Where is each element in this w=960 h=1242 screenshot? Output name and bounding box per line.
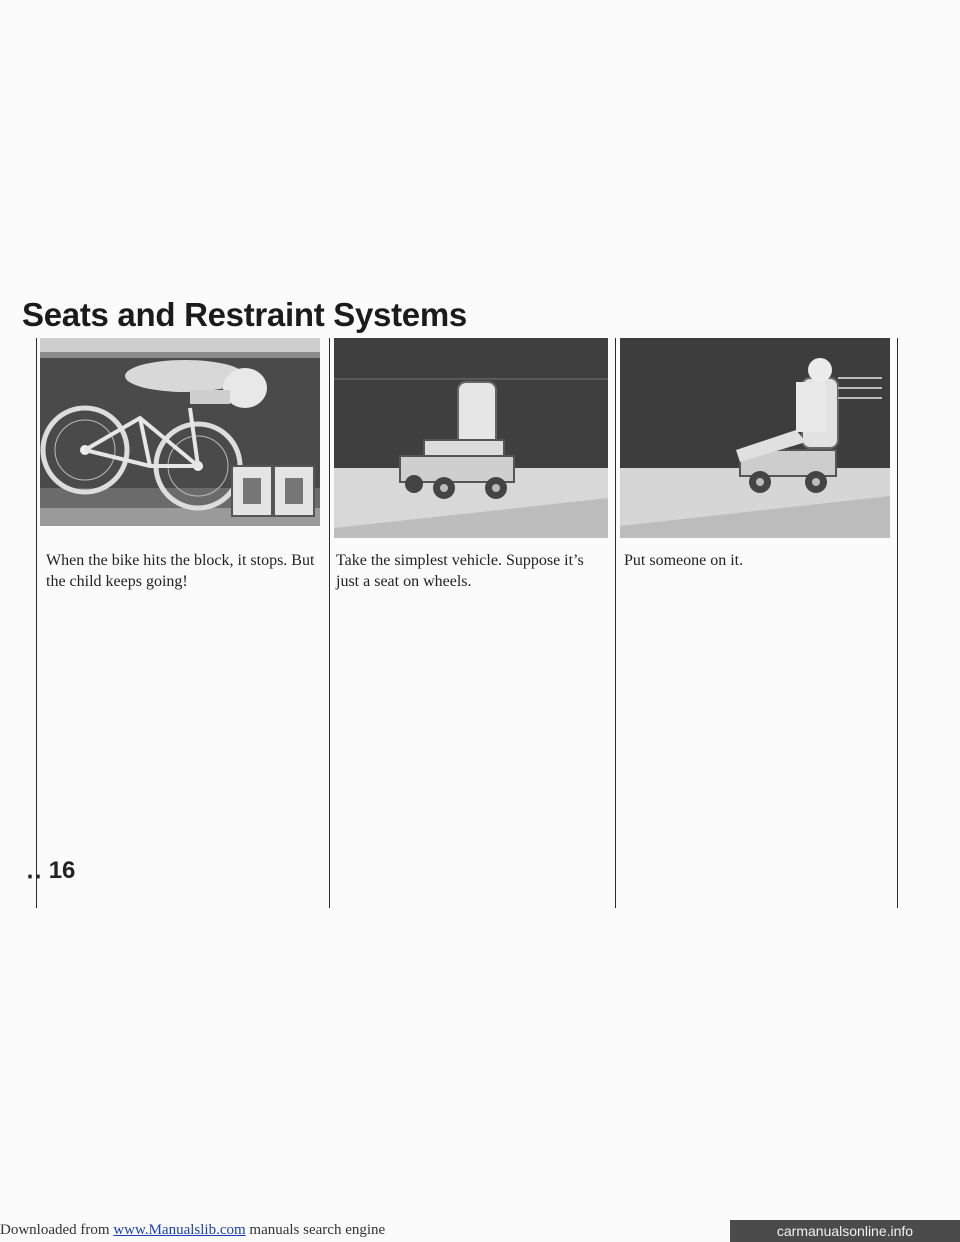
download-suffix: manuals search engine: [245, 1222, 386, 1238]
footer: [0, 1220, 960, 1242]
column-rule-middle-1: [329, 338, 330, 908]
person-on-seat-illustration: [620, 338, 890, 538]
download-notice: [0, 1222, 385, 1239]
caption-bike: When the bike hits the block, it stops. But the child keeps going!: [46, 552, 315, 590]
manualslib-link[interactable]: www.Manualslib.com: [113, 1222, 246, 1238]
column-rule-left: [36, 338, 37, 908]
column-rule-right: [897, 338, 898, 908]
bike-crash-illustration: [40, 338, 320, 526]
section-title: Seats and Restraint Systems: [22, 296, 467, 333]
download-prefix: Downloaded from: [0, 1222, 114, 1238]
caption-seat: Take the simplest vehicle. Suppose it’s just a seat on wheels.: [336, 552, 584, 590]
watermark: carmanualsonline.info: [730, 1220, 960, 1242]
page-number: ‥ 16: [26, 857, 76, 884]
column-rule-middle-2: [615, 338, 616, 908]
caption-person: Put someone on it.: [624, 552, 744, 569]
seat-on-wheels-illustration: [334, 338, 608, 538]
